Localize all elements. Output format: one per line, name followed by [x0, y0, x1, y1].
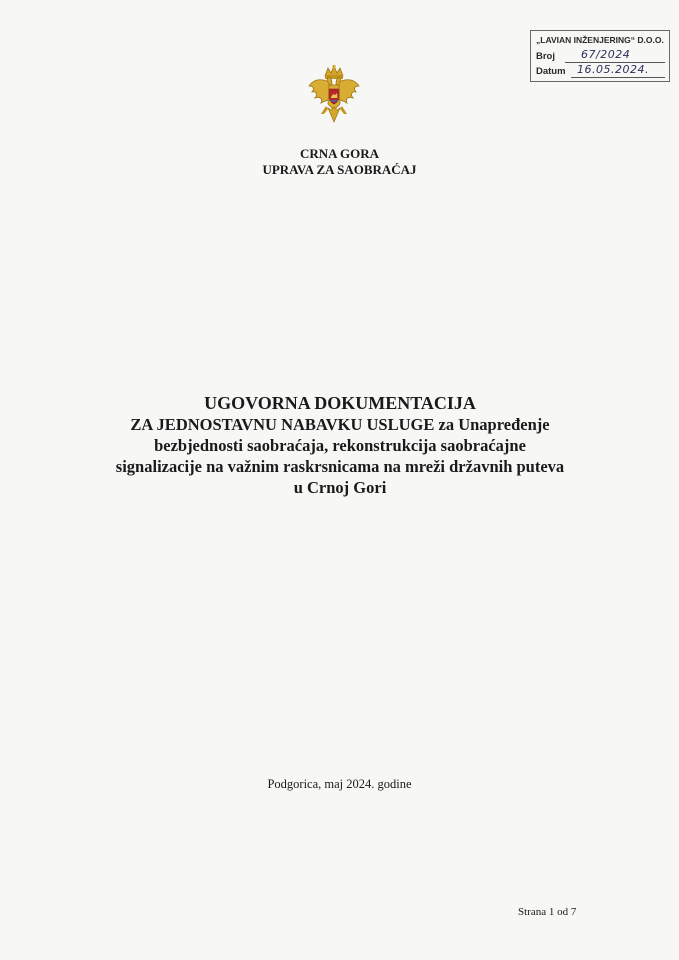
title-line-1: UGOVORNA DOKUMENTACIJA [204, 393, 476, 413]
stamp-datum-value: 16.05.2024. [577, 63, 649, 76]
country-name: CRNA GORA [299, 146, 380, 161]
document-title [70, 393, 610, 498]
place-and-date: Podgorica, maj 2024. godine [267, 777, 412, 791]
page-number: Strana 1 od 7 [518, 906, 577, 918]
authority-name: UPRAVA ZA SAOBRAĆAJ [262, 162, 417, 177]
registration-stamp [530, 30, 670, 82]
stamp-broj-value: 67/2024 [581, 48, 631, 61]
title-line-5: u Crnoj Gori [293, 478, 387, 497]
coat-of-arms-icon [306, 64, 362, 130]
stamp-datum-label: Datum [536, 66, 566, 77]
stamp-broj-label: Broj [536, 51, 555, 62]
title-line-2-rest: za Unapređenje [434, 415, 550, 434]
title-line-4: signalizacije na važnim raskrsnicama na mreži državnih puteva [115, 457, 565, 476]
title-line-2-bold: ZA JEDNOSTAVNU NABAVKU USLUGE [130, 415, 435, 434]
title-line-2 [70, 414, 610, 435]
title-line-3: bezbjednosti saobraćaja, rekonstrukcija saobraćajne [154, 436, 526, 455]
stamp-company-name: „LAVIAN INŽENJERING“ D.O.O. [536, 35, 664, 45]
